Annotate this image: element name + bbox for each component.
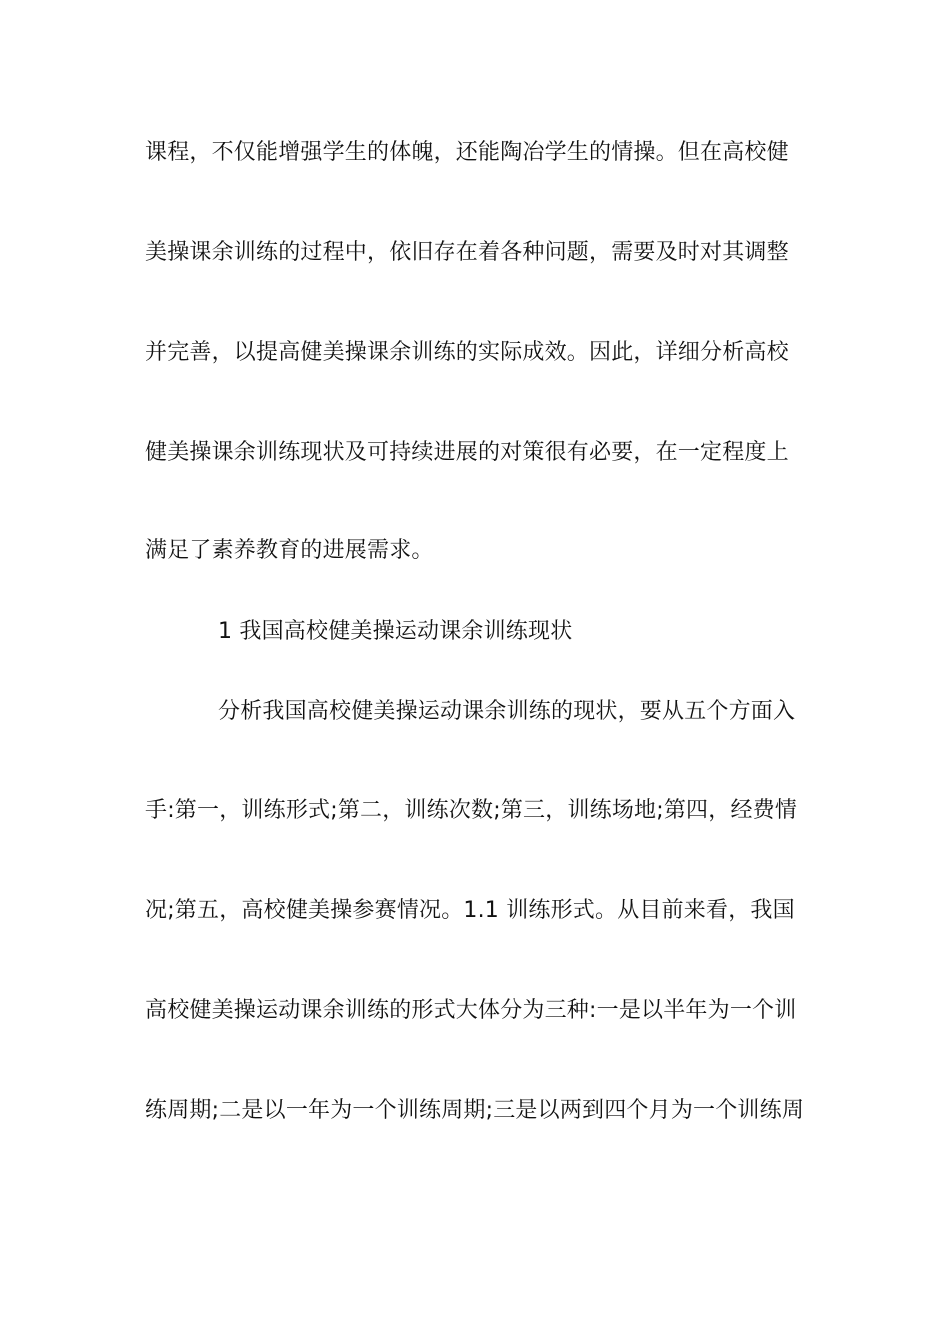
text-line-9: 高校健美操运动课余训练的形式大体分为三种:一是以半年为一个训 (145, 998, 797, 1023)
text-line-10: 练周期;二是以一年为一个训练周期;三是以两到四个月为一个训练周 (145, 1098, 805, 1123)
text-line-2: 美操课余训练的过程中，依旧存在着各种问题，需要及时对其调整 (145, 240, 789, 265)
text-line-8: 况;第五，高校健美操参赛情况。1.1 训练形式。从目前来看，我国 (145, 898, 795, 923)
text-line-4: 健美操课余训练现状及可持续进展的对策很有必要，在一定程度上 (145, 440, 789, 465)
text-line-7: 手:第一，训练形式;第二，训练次数;第三，训练场地;第四，经费情 (145, 798, 798, 823)
text-line-3: 并完善，以提高健美操课余训练的实际成效。因此，详细分析高校 (145, 340, 789, 365)
section-heading: 1 我国高校健美操运动课余训练现状 (218, 619, 573, 644)
text-line-1: 课程，不仅能增强学生的体魄，还能陶冶学生的情操。但在高校健 (145, 140, 789, 165)
text-line-6: 分析我国高校健美操运动课余训练的现状，要从五个方面入 (218, 699, 796, 724)
text-line-5: 满足了素养教育的进展需求。 (145, 538, 434, 563)
